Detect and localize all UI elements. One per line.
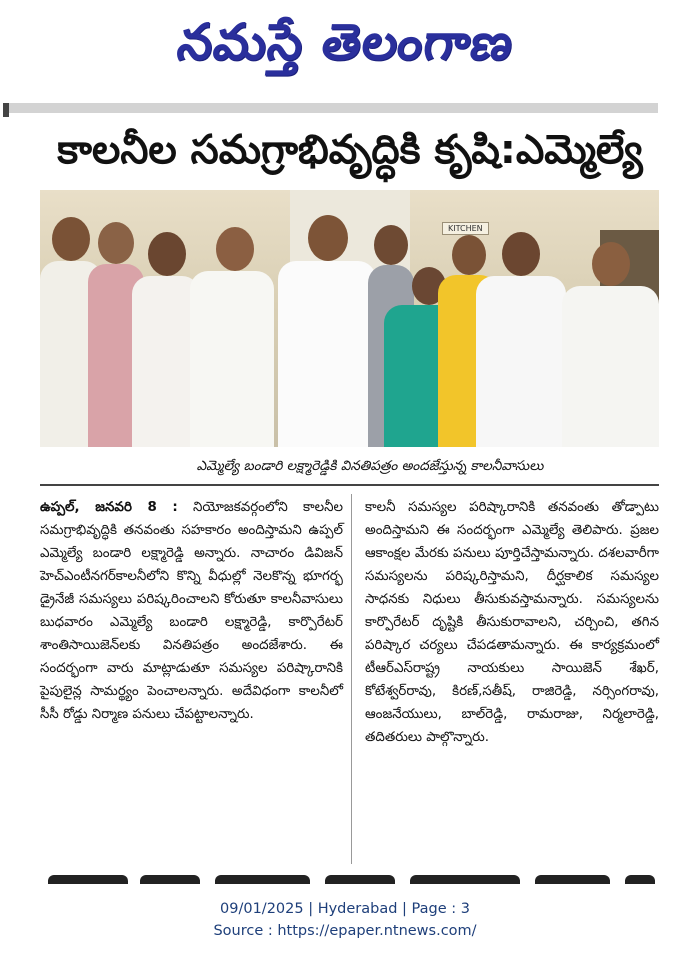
footer-source: Source : https://epaper.ntnews.com/ [213, 923, 477, 939]
column-divider [351, 494, 352, 864]
photo-caption: ఎమ్మెల్యే బండారి లక్ష్మారెడ్డికి వినతిపత్రం అందజేస్తున్న కాలనీవాసులు [196, 457, 544, 474]
article-photo [40, 190, 659, 447]
article-dateline: ఉప్పల్, జనవరి 8 : [40, 500, 178, 515]
article-left-text: నియోజకవర్గంలోని కాలనీల సమగ్రాభివృద్ధికి తనవంతు సహకారం అందిస్తామని ఉప్పల్ ఎమ్మెల్యే బండారి లక్ష్మారెడ్డి అన్నారు. నాచారం డివిజన్ హెచ్ఎంటీనగర్‌కాలనీలోని కొన్ని వీధుల్లో నెలకొన్న భూగర్భ డ్రైనేజీ సమస్యలు పరిష్కరించాలని కోరుతూ కాలనీవాసులు బుధవారం ఎమ్మెల్యే బండారి లక్ష్మారెడ్డి, కార్పొరేటర్ శాంతిసాయిజెన్‌లకు వినతిపత్రం అందజేశారు. ఈ సందర్భంగా వారు మాట్లాడుతూ సమస్యల పరిష్కారానికి పైపులైన్ల సామర్థ్యం పెంచాలన్నారు. అదేవిధంగా కాలనీలో సీసీ రోడ్డు నిర్మాణ పనులు చేపట్టాలన్నారు. [40, 500, 344, 722]
caption-rule [40, 484, 659, 486]
newspaper-name: నమస్తే తెలంగాణ [173, 11, 518, 71]
section-rule-cap [3, 103, 9, 117]
cutoff-next-article [40, 872, 659, 884]
photo-person-9 [476, 232, 566, 447]
photo-person-10 [562, 242, 659, 447]
photo-person-4 [190, 227, 274, 447]
photo-person-mla [278, 215, 376, 447]
article-headline: కాలనీల సమగ్రాభివృద్ధికి కృషి:ఎమ్మెల్యే [57, 127, 643, 173]
article-column-left [40, 496, 343, 726]
page-footer [0, 898, 690, 942]
photo-kitchen-sign: KITCHEN [442, 222, 489, 235]
section-rule [3, 103, 658, 113]
masthead [0, 0, 690, 95]
footer-date-edition: 09/01/2025 | Hyderabad | Page : 3 [220, 901, 470, 917]
article-column-right: కాలనీ సమస్యల పరిష్కారానికి తనవంతు తోడ్పాటు అందిస్తామని ఈ సందర్భంగా ఎమ్మెల్యే తెలిపారు. ప్రజల ఆకాంక్షల మేరకు పనులు పూర్తిచేస్తామన్నారు. దశలవారీగా సమస్యలను పరిష్కరిస్తామని, దీర్ఘకాలిక సమస్యల సాధనకు నిధులు తీసుకువస్తామన్నారు. సమస్యలను కార్పొరేటర్ దృష్టికి తీసుకురావాలని, చర్చించి, తగిన పరిష్కార చర్యలు చేపడతామన్నారు. ఈ కార్యక్రమంలో టీఆర్ఎస్‌రాష్ట్ర నాయకులు సాయిజెన్ శేఖర్, కోటేశ్వర్‌రావు, కిరణ్,సతీష్, రాజిరెడ్డి, నర్సింగరావు, ఆంజనేయులు, బాల్‌రెడ్డి, రామరాజు, నిర్మలారెడ్డి, తదితరులు పాల్గొన్నారు. [365, 500, 659, 745]
